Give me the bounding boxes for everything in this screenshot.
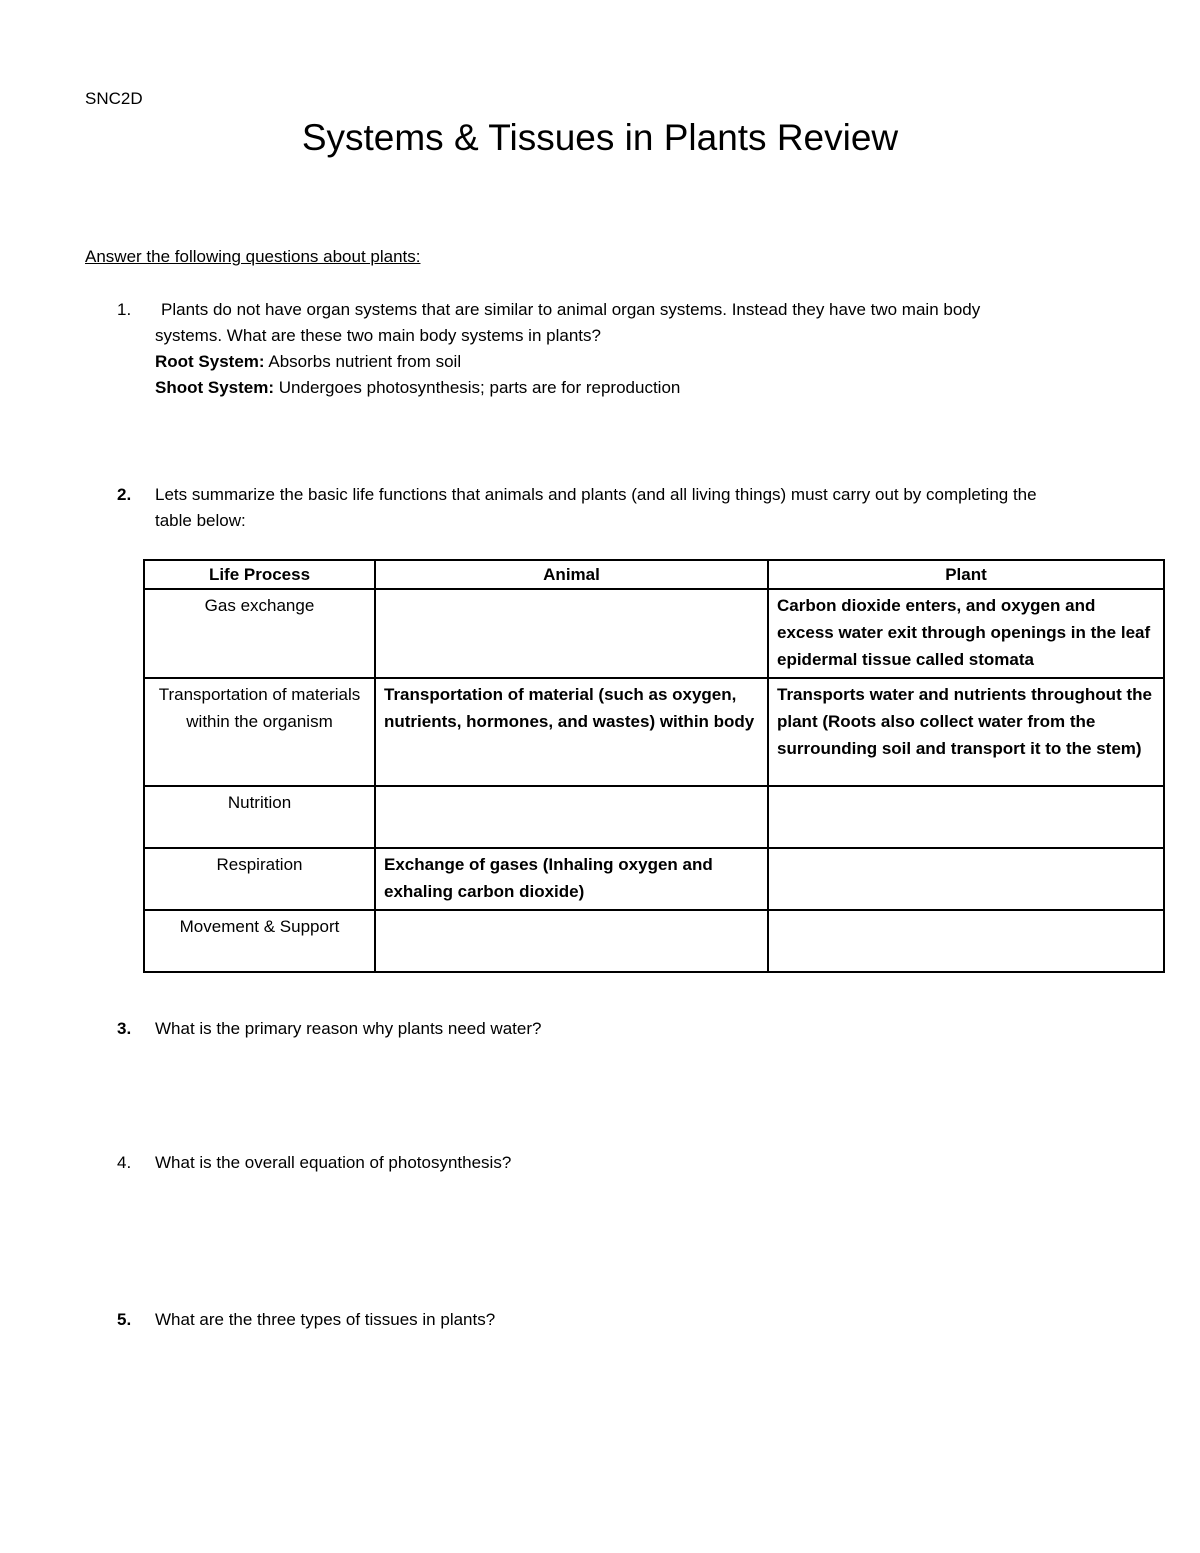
column-header-plant: Plant [768, 560, 1164, 589]
plant-cell[interactable]: Carbon dioxide enters, and oxygen and excess water exit through openings in the leaf epidermal tissue called stomata [768, 589, 1164, 678]
question-3 [117, 1016, 1137, 1044]
plant-cell[interactable] [768, 910, 1164, 972]
question-number: 4. [117, 1153, 132, 1172]
question-text: Lets summarize the basic life functions that animals and plants (and all living things) must carry out by completing the table below: [155, 485, 1037, 530]
question-text: What is the primary reason why plants need water? [155, 1019, 542, 1038]
table-header-row [144, 560, 1164, 589]
question-text [155, 297, 1137, 401]
question-number: 1. [117, 300, 132, 319]
question-number: 3. [117, 1019, 132, 1038]
answer-root-system [155, 349, 1137, 375]
life-process-table [143, 559, 1165, 973]
column-header-life-process: Life Process [144, 560, 375, 589]
answer-text: Undergoes photosynthesis; parts are for reproduction [274, 378, 681, 397]
plant-cell[interactable]: Transports water and nutrients throughout the plant (Roots also collect water from the surrounding soil and transport it to the stem) [768, 678, 1164, 786]
question-4 [117, 1150, 1137, 1178]
question-number: 2. [117, 485, 132, 504]
question-5 [117, 1307, 1137, 1335]
course-code: SNC2D [85, 89, 143, 108]
question-text: What are the three types of tissues in plants? [155, 1310, 496, 1329]
plant-cell[interactable] [768, 848, 1164, 910]
animal-cell[interactable] [375, 910, 768, 972]
answer-text: Absorbs nutrient from soil [264, 352, 462, 371]
life-process-cell: Transportation of materials within the organism [144, 678, 375, 786]
life-process-cell: Respiration [144, 848, 375, 910]
answer-shoot-system [155, 375, 1137, 401]
life-process-cell: Movement & Support [144, 910, 375, 972]
question-text-line: systems. What are these two main body systems in plants? [155, 326, 601, 345]
life-process-cell: Gas exchange [144, 589, 375, 678]
animal-cell[interactable] [375, 589, 768, 678]
table-row [144, 848, 1164, 910]
table-row [144, 589, 1164, 678]
table-row [144, 786, 1164, 848]
instructions: Answer the following questions about plants: [85, 247, 421, 266]
question-text: What is the overall equation of photosynthesis? [155, 1153, 512, 1172]
table-row [144, 910, 1164, 972]
animal-cell[interactable]: Transportation of material (such as oxygen, nutrients, hormones, and wastes) within body [375, 678, 768, 786]
animal-cell[interactable] [375, 786, 768, 848]
question-number: 5. [117, 1310, 132, 1329]
table-row [144, 678, 1164, 786]
answer-label: Root System: [155, 352, 265, 371]
animal-cell[interactable]: Exchange of gases (Inhaling oxygen and exhaling carbon dioxide) [375, 848, 768, 910]
life-process-cell: Nutrition [144, 786, 375, 848]
plant-cell[interactable] [768, 786, 1164, 848]
question-2 [117, 482, 1137, 538]
answer-label: Shoot System: [155, 378, 275, 397]
question-text-line: Plants do not have organ systems that are similar to animal organ systems. Instead they have two main body [161, 300, 981, 319]
page-title: Systems & Tissues in Plants Review [301, 117, 899, 158]
column-header-animal: Animal [375, 560, 768, 589]
question-1 [117, 297, 1137, 407]
